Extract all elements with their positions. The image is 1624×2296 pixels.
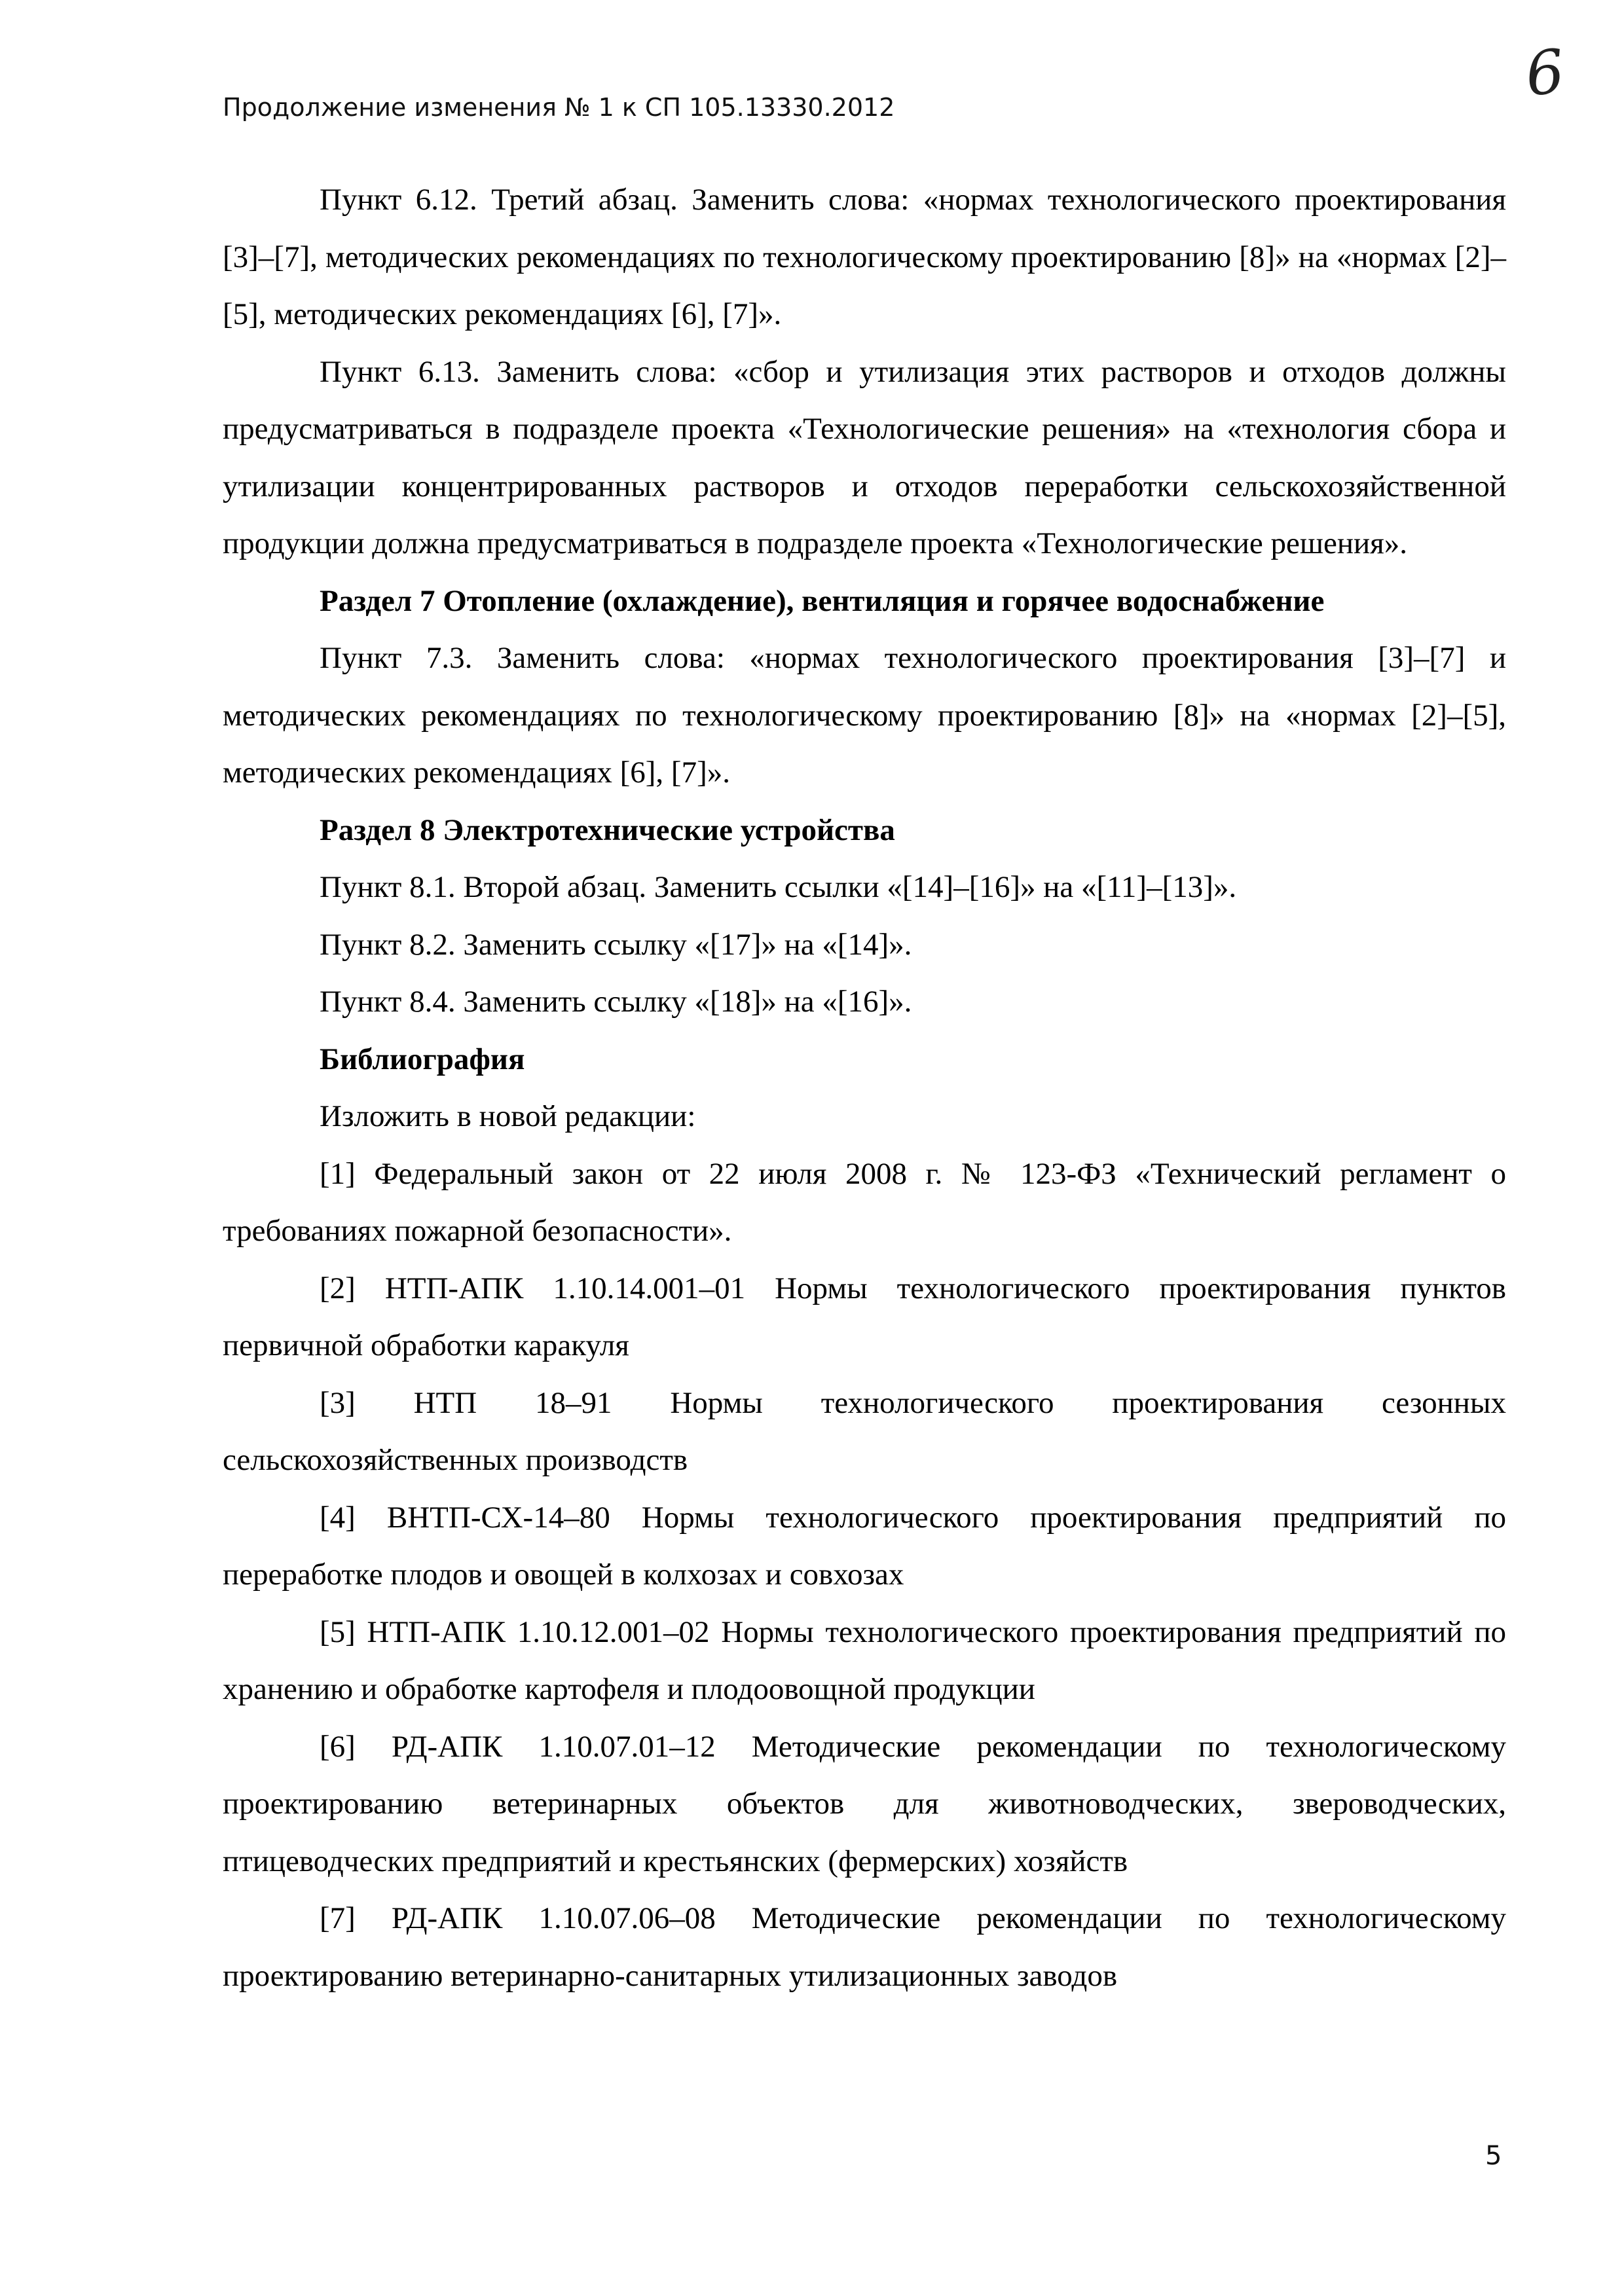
paragraph-8-2: Пункт 8.2. Заменить ссылку «[17]» на «[14]». bbox=[320, 927, 912, 962]
bibliography-item-5: [5] НТП-АПК 1.10.12.001–02 Нормы технологического проектирования предприятий по хранению и обработке картофеля и плодоовощной продукции bbox=[223, 1614, 1506, 1706]
bibliography-item-7: [7] РД-АПК 1.10.07.06–08 Методические рекомендации по технологическому проектированию ветеринарно-санитарных утилизационных заводов bbox=[223, 1901, 1506, 1993]
section-7-heading: Раздел 7 Отопление (охлаждение), вентиляция и горячее водоснабжение bbox=[320, 583, 1325, 618]
page-number: 5 bbox=[1485, 2141, 1502, 2171]
bibliography-item-2: [2] НТП-АПК 1.10.14.001–01 Нормы технологического проектирования пунктов первичной обработки каракуля bbox=[223, 1271, 1506, 1362]
bibliography-item-6: [6] РД-АПК 1.10.07.01–12 Методические рекомендации по технологическому проектированию ветеринарных объектов для животноводческих, звероводческих, птицеводческих предприятий и крестьянских (фермерских) хозяйств bbox=[223, 1729, 1506, 1878]
paragraph-6-13: Пункт 6.13. Заменить слова: «сбор и утилизация этих растворов и отходов должны предусматриваться в подразделе проекта «Технологические решения» на «технология сбора и утилизации концентрированных растворов и отходов переработки сельскохозяйственной продукции должна предусматриваться в подразделе проекта «Технологические решения». bbox=[223, 354, 1506, 560]
paragraph-7-3: Пункт 7.3. Заменить слова: «нормах технологического проектирования [3]–[7] и методических рекомендациях по технологическому проектированию [8]» на «нормах [2]–[5], методических рекомендациях [6], [7]». bbox=[223, 641, 1506, 790]
paragraph-6-12: Пункт 6.12. Третий абзац. Заменить слова: «нормах технологического проектирования [3]–[7], методических рекомендациях по технологическому проектированию [8]» на «нормах [2]–[5], методических рекомендациях [6], [7]». bbox=[223, 183, 1506, 331]
section-8-heading: Раздел 8 Электротехнические устройства bbox=[320, 812, 895, 847]
paragraph-8-4: Пункт 8.4. Заменить ссылку «[18]» на «[16]». bbox=[320, 985, 912, 1019]
paragraph-8-1: Пункт 8.1. Второй абзац. Заменить ссылки «[14]–[16]» на «[11]–[13]». bbox=[320, 870, 1237, 904]
document-body bbox=[223, 172, 1506, 2005]
bibliography-heading: Библиография bbox=[320, 1042, 525, 1076]
bibliography-item-3: [3] НТП 18–91 Нормы технологического проектирования сезонных сельскохозяйственных производств bbox=[223, 1385, 1506, 1477]
bibliography-item-1: [1] Федеральный закон от 22 июля 2008 г. № 123-ФЗ «Технический регламент о требованиях пожарной безопасности». bbox=[223, 1156, 1506, 1248]
bibliography-item-4: [4] ВНТП-СХ-14–80 Нормы технологического проектирования предприятий по переработке плодов и овощей в колхозах и совхозах bbox=[223, 1500, 1506, 1592]
bibliography-intro: Изложить в новой редакции: bbox=[320, 1099, 696, 1133]
handwritten-page-number: 6 bbox=[1522, 36, 1568, 110]
running-header: Продолжение изменения № 1 к СП 105.13330.2012 bbox=[223, 93, 895, 122]
